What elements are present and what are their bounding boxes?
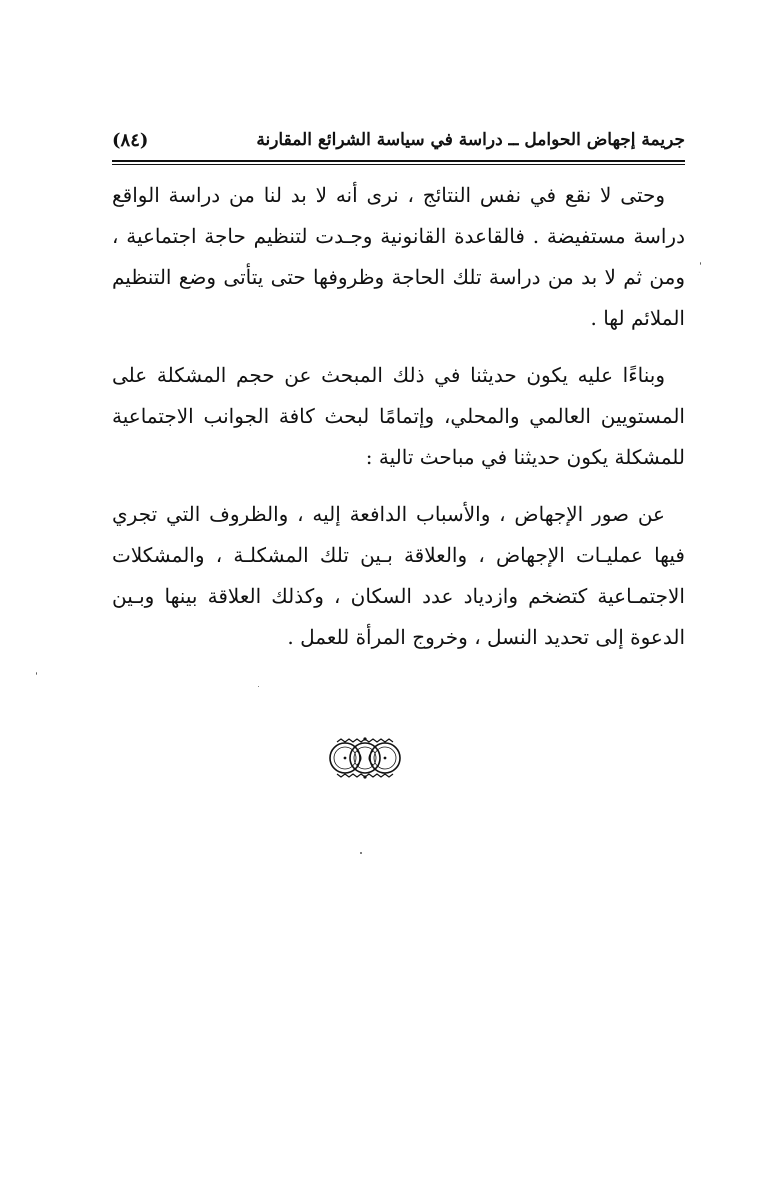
header-title: جريمة إجهاض الحوامل ــ دراسة في سياسة الشرائع المقارنة [256,130,685,150]
paragraph-1: وحتى لا نقع في نفس النتائج ، نرى أنه لا بد لنا من دراسة الواقع دراسة مستفيضة . فالقاعدة القانونية وجـدت لتنظيم حاجة اجتماعية ، ومن ثم لا بد من دراسة تلك الحاجة وظروفها حتى يتأتى وضع التنظيم الملائم لها . [112,183,685,330]
running-header [112,128,685,158]
scan-speck [36,672,37,675]
header-rule [112,160,685,165]
paragraph-2: وبناءًا عليه يكون حديثنا في ذلك المبحث عن حجم المشكلة على المستويين العالمي والمحلي، وإتمامًا لبحث كافة الجوانب الاجتماعية للمشكلة يكون حديثنا في مباحث تالية : [112,363,685,469]
body-text [112,175,685,674]
page-number: (٨٤) [112,130,149,151]
section-end-ornament-icon [327,736,403,780]
paragraph-3: عن صور الإجهاض ، والأسباب الدافعة إليه ، والظروف التي تجري فيها عمليـات الإجهاض ، والعلاقة بـين تلك المشكلـة ، والمشكلات الاجتمـاعية كتضخم وازدياد عدد السكان ، وكذلك العلاقة بينها وبـين الدعوة إلى تحديد النسل ، وخروج المرأة للعمل . [112,502,685,649]
scan-speck [258,686,259,687]
scan-speck [700,262,701,265]
scan-speck [360,852,362,854]
